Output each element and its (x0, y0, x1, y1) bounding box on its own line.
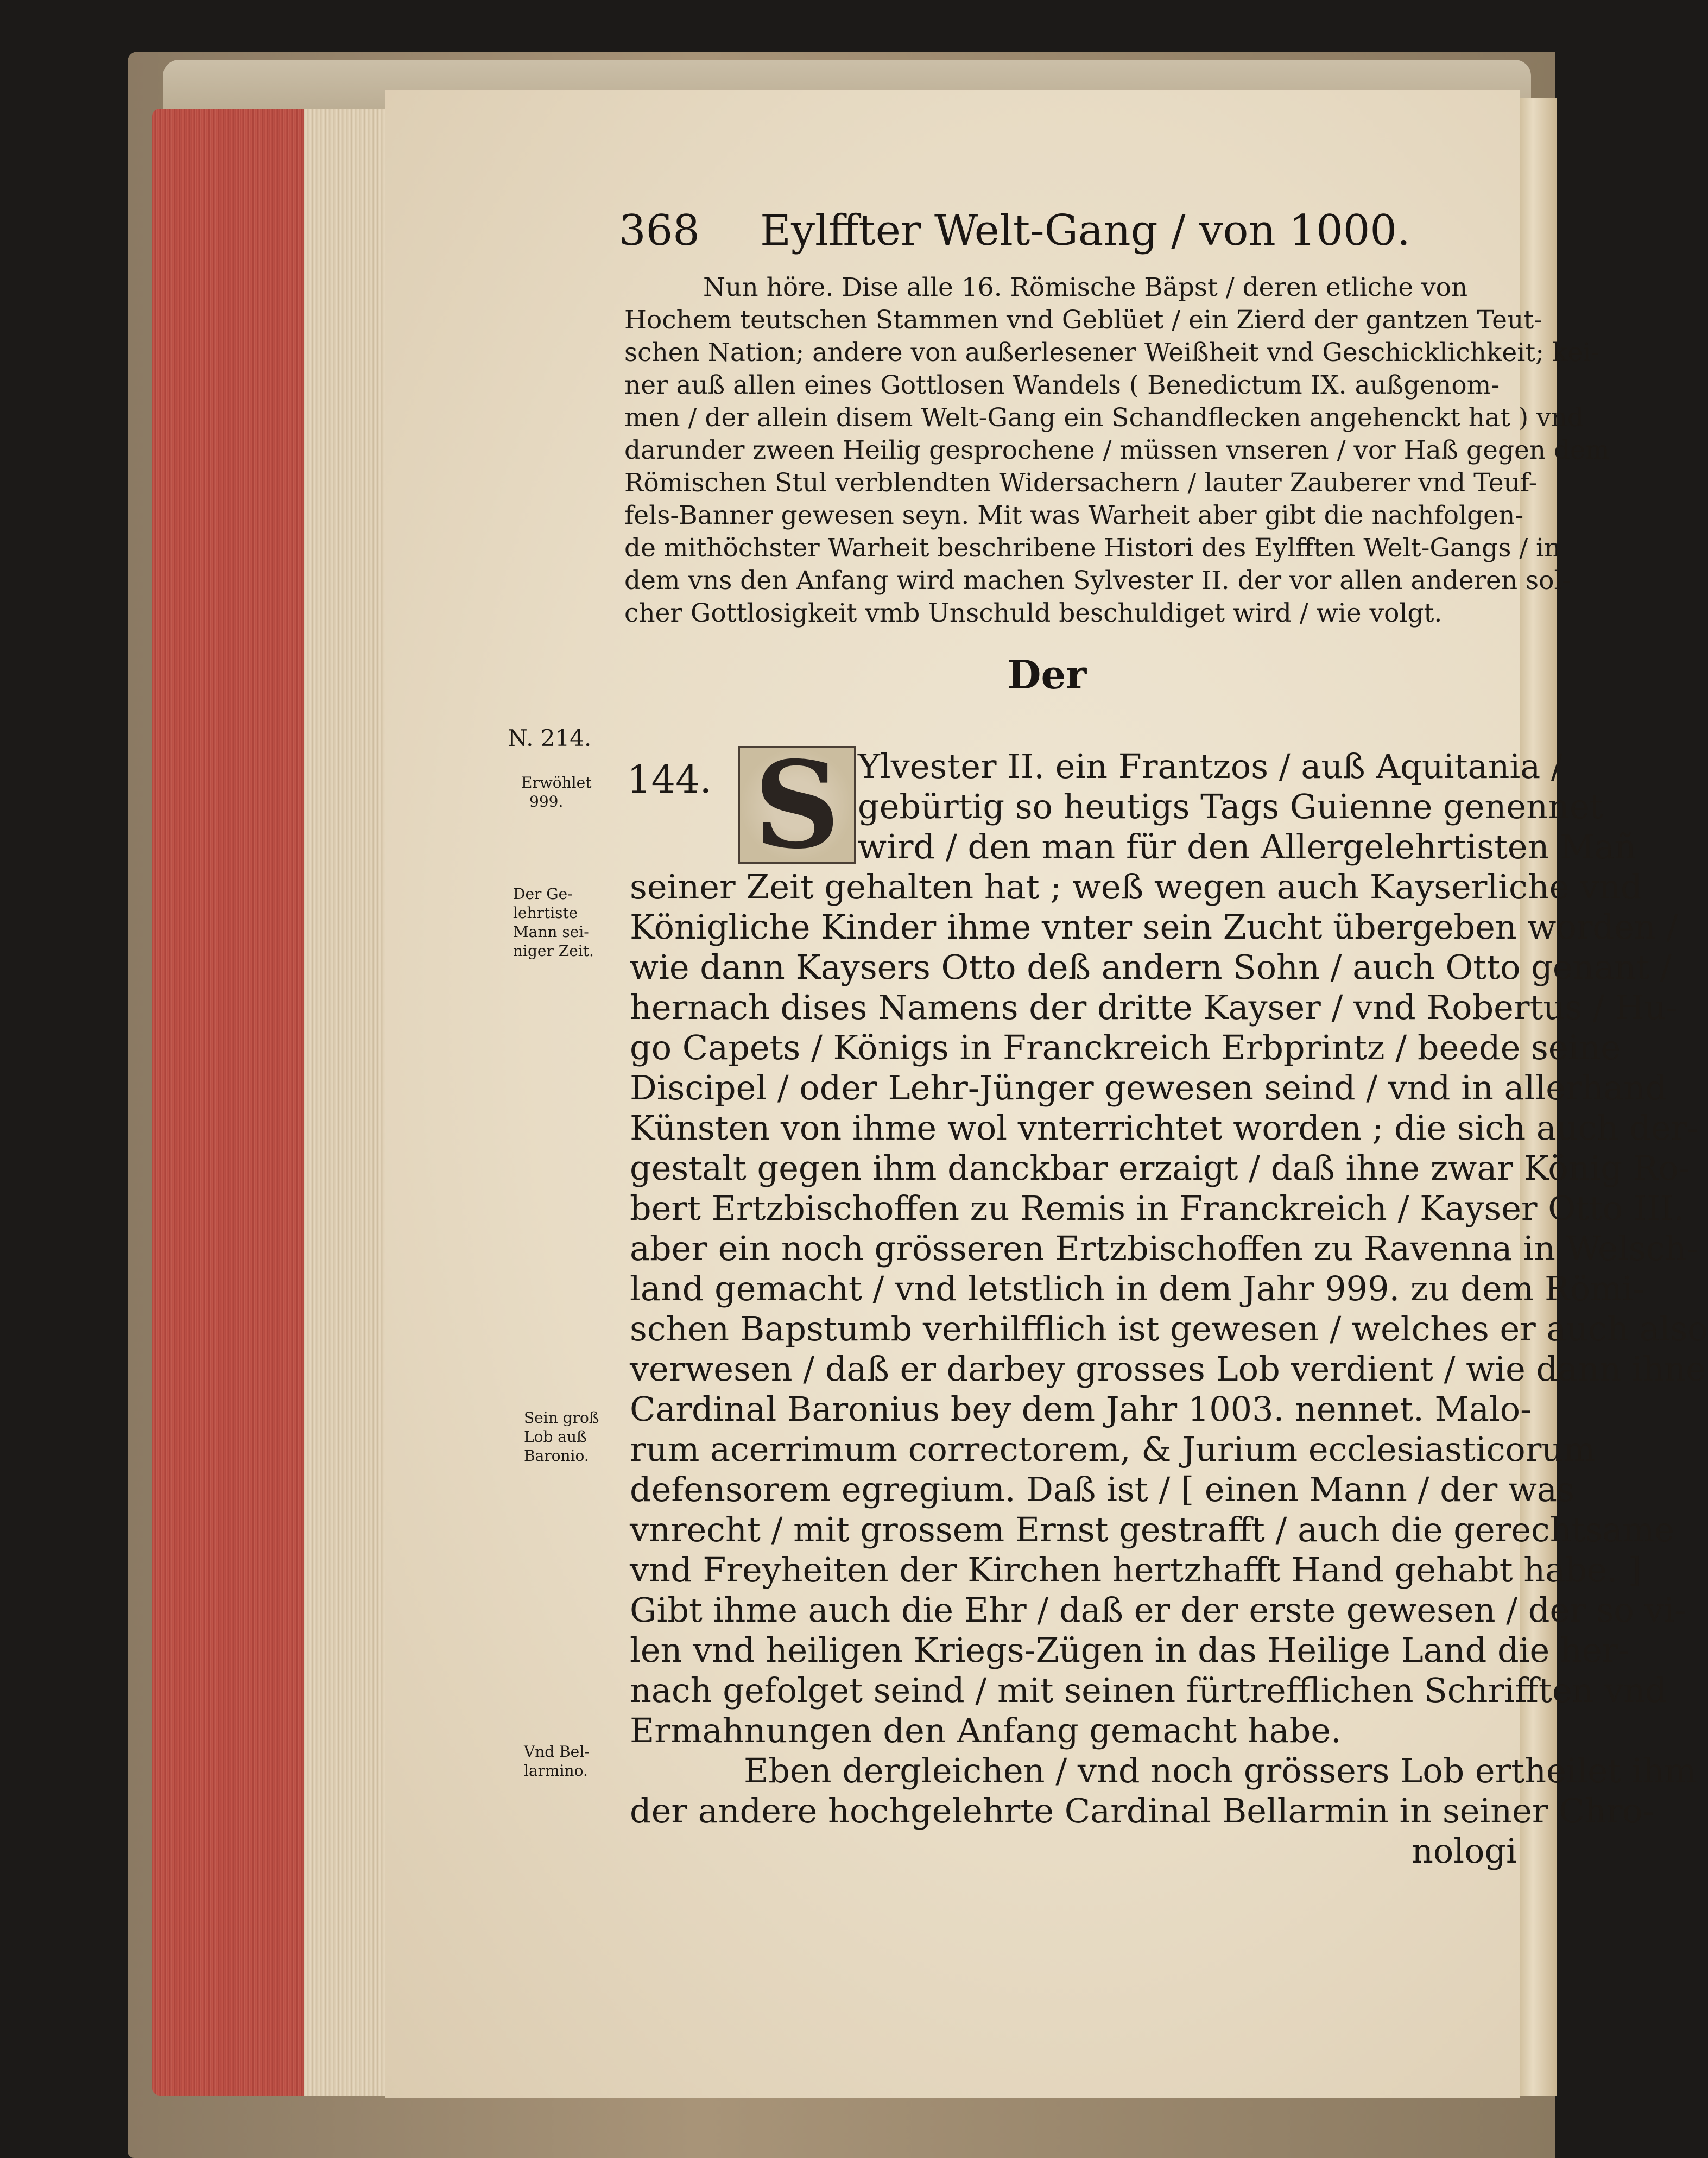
sidenote-line: Lob auß (524, 1428, 587, 1446)
text-line: aber ein noch grösseren Ertzbischoffen zu Ravenna in Welsch- (630, 1229, 1698, 1268)
sidenote-line: Baronio. (524, 1447, 589, 1465)
text-line: de mithöchster Warheit beschribene Histori des Eylfften Welt-Gangs / in (624, 533, 1561, 563)
sidenote-line: Der Ge- (513, 885, 573, 903)
sidenote-line: lehrtiste (513, 904, 578, 922)
text-line: bert Ertzbischoffen zu Remis in Franckreich / Kayser Otto III. (630, 1188, 1685, 1228)
text-line: fels-Banner gewesen seyn. Mit was Warheit aber gibt die nachfolgen- (624, 501, 1524, 530)
text-line: len vnd heiligen Kriegs-Zügen in das Heilige Land die her- (630, 1630, 1630, 1670)
text-line: rum acerrimum correctorem, & Jurium ecclesiasticorum (630, 1429, 1596, 1469)
text-line: darunder zween Heilig gesprochene / müssen vnseren / vor Haß gegen dem (624, 435, 1610, 465)
sidenote-line: Vnd Bel- (524, 1743, 590, 1761)
running-title: Eylffter Welt-Gang / von 1000. (760, 206, 1410, 255)
text-line: gestalt gegen ihm danckbar erzaigt / daß ihne zwar König Ro- (630, 1148, 1690, 1188)
text-line: der andere hochgelehrte Cardinal Bellarmin in seiner Chro- (630, 1791, 1654, 1831)
sidenote-line: 999. (529, 793, 564, 811)
text-line: Ylvester II. ein Frantzos / auß Aquitania / (858, 746, 1562, 786)
text-line: cher Gottlosigkeit vmb Unschuld beschuldiget wird / wie volgt. (624, 598, 1443, 628)
text-line: Römischen Stul verblendten Widersachern / lauter Zauberer vnd Teuf- (624, 468, 1538, 498)
text-line: Künsten von ihme wol vnterrichtet worden ; die sich auch der- (630, 1108, 1699, 1148)
text-line: wird / den man für den Allergelehrtisten Mañ (858, 827, 1636, 866)
sidenote-line: Sein groß (524, 1409, 599, 1427)
sidenote-line: larmino. (524, 1762, 588, 1780)
catchword-heading: Der (1007, 651, 1087, 698)
text-line: Hochem teutschen Stammen vnd Geblüet / ein Zierd der gantzen Teut- (624, 305, 1543, 335)
text-line: Gibt ihme auch die Ehr / daß er der erste gewesen / der so vi- (630, 1590, 1686, 1630)
decorated-initial: S (738, 746, 856, 864)
text-line: verwesen / daß er darbey grosses Lob verdient / wie dann ihne (630, 1349, 1706, 1389)
text-line: defensorem egregium. Daß ist / [ einen Mann / der was (630, 1470, 1574, 1509)
page-stack (304, 109, 396, 2096)
text-line: vnrecht / mit grossem Ernst gestrafft / auch die gerechtsame (630, 1510, 1674, 1549)
text-line: wie dann Kaysers Otto deß andern Sohn / auch Otto genant / (630, 947, 1672, 987)
text-line: Cardinal Baronius bey dem Jahr 1003. nennet. Malo- (630, 1389, 1532, 1429)
text-line: land gemacht / vnd letstlich in dem Jahr 999. zu dem Römi- (630, 1269, 1644, 1308)
sidenote-line: Mann sei- (513, 923, 589, 941)
text-line: Eben dergleichen / vnd noch grössers Lob ertheilet ihm (744, 1751, 1697, 1790)
catchword-bottom: nologi (1412, 1831, 1517, 1871)
text-line: go Capets / Königs in Franckreich Erbprintz / beede seine (630, 1028, 1621, 1067)
text-line: gebürtig so heutigs Tags Guienne genennet (858, 787, 1603, 826)
text-line: men / der allein disem Welt-Gang ein Schandflecken angehenckt hat ) vnd (624, 403, 1584, 433)
text-line: vnd Freyheiten der Kirchen hertzhafft Hand gehabt habe. ] (630, 1550, 1642, 1590)
text-line: Ermahnungen den Anfang gemacht habe. (630, 1711, 1342, 1750)
text-line: Discipel / oder Lehr-Jünger gewesen seind / vnd in allerhand (630, 1068, 1667, 1108)
text-line: schen Bapstumb verhilfflich ist gewesen / welches er auch also (630, 1309, 1708, 1349)
sidenote-line: Erwöhlet (521, 774, 592, 792)
text-line: ner auß allen eines Gottlosen Wandels ( Benedictum IX. außgenom- (624, 370, 1500, 400)
text-line: Nun höre. Dise alle 16. Römische Bäpst / deren etliche von (703, 273, 1468, 302)
text-line: Königliche Kinder ihme vnter sein Zucht übergeben worden / (630, 907, 1678, 947)
entry-number: 144. (627, 757, 712, 802)
text-line: hernach dises Namens der dritte Kayser / vnd Robertus / Hu- (630, 988, 1678, 1027)
text-line: seiner Zeit gehalten hat ; weß wegen auch Kayserliche vnd (630, 867, 1642, 907)
sidenote-line: niger Zeit. (513, 942, 594, 960)
entry-register-number: N. 214. (508, 725, 592, 751)
text-line: dem vns den Anfang wird machen Sylvester II. der vor allen anderen sol- (624, 566, 1571, 596)
page-number: 368 (619, 206, 700, 255)
text-line: nach gefolget seind / mit seinen fürtrefflichen Schrifften vnd (630, 1670, 1667, 1710)
text-line: schen Nation; andere von außerlesener Weißheit vnd Geschicklichkeit; kei- (624, 338, 1600, 368)
